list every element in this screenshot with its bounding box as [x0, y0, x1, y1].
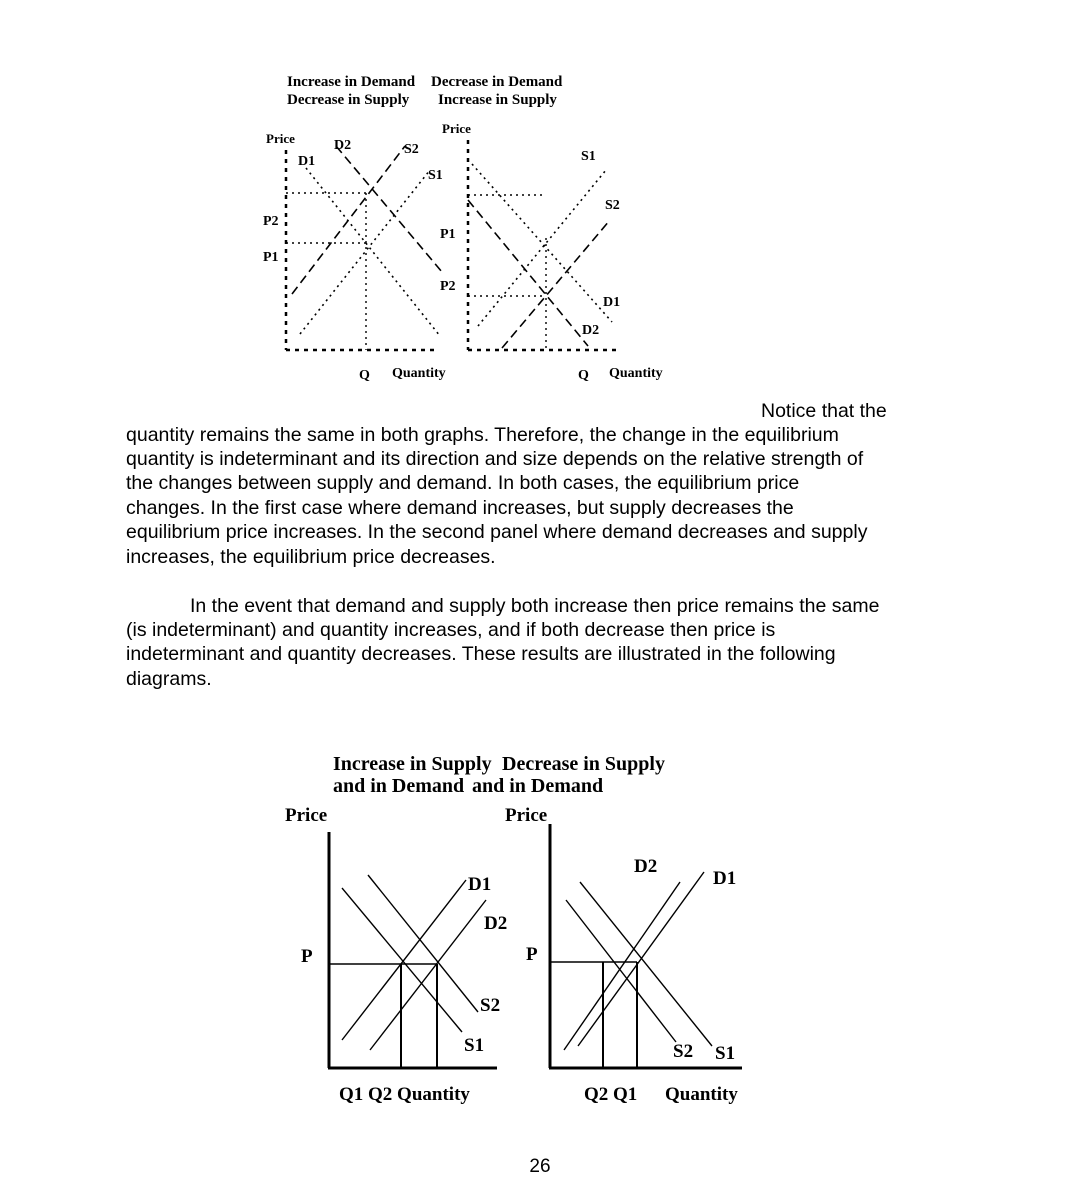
fig1-left-title-line2: Decrease in Supply	[287, 92, 410, 108]
fig1-right-price-label: Price	[442, 121, 471, 136]
paragraph1-line3: quantity is indeterminant and its direction and size depends on the relative strength of	[126, 448, 864, 470]
fig2-right-q-labels: Q2 Q1	[584, 1084, 638, 1105]
fig1-right-p2-label: P2	[440, 279, 456, 294]
paragraph1-line2: quantity remains the same in both graphs. Therefore, the change in the equilibrium	[126, 424, 839, 446]
fig1-left-price-label: Price	[266, 131, 295, 146]
fig1-left-s2-label: S2	[404, 142, 419, 157]
fig1-left-d1-label: D1	[298, 154, 316, 169]
fig2-left-s2-label: S2	[480, 995, 501, 1016]
fig2-left-title-line1: Increase in Supply	[333, 753, 492, 775]
fig1-left-p1-label: P1	[263, 250, 279, 265]
paragraph2-line2: (is indeterminant) and quantity increases, and if both decrease then price is	[126, 619, 776, 641]
fig2-left-d1-label: D1	[468, 874, 492, 895]
paragraph1-line5: changes. In the first case where demand increases, but supply decreases the	[126, 497, 794, 519]
fig1-right-s1-label: S1	[581, 149, 596, 164]
paragraph1-line7: increases, the equilibrium price decreases.	[126, 546, 496, 568]
fig1-left-d2-label: D2	[334, 138, 352, 153]
fig2-left-s2-curve	[370, 900, 486, 1050]
fig1-right-s2-label: S2	[605, 198, 620, 213]
fig2-left-s1-curve	[342, 880, 466, 1040]
page-number: 26	[529, 1156, 551, 1177]
fig1-right-d2-label: D2	[582, 323, 600, 338]
fig2-right-title-line2: and in Demand	[472, 775, 604, 797]
fig2-left-x-labels: Q1 Q2 Quantity	[339, 1084, 470, 1105]
fig1-left-p2-label: P2	[263, 214, 279, 229]
fig1-left-s1-curve	[300, 170, 430, 334]
fig2-right-s2-curve	[566, 900, 676, 1042]
fig2-left-p-label: P	[301, 946, 313, 967]
fig1-right-d1-label: D1	[603, 295, 621, 310]
fig2-left-d2-label: D2	[484, 913, 508, 934]
paragraph2-line3: indeterminant and quantity decreases. These results are illustrated in the following	[126, 643, 836, 665]
fig1-right-d2-curve	[468, 200, 588, 346]
fig2-right-d2-label: D2	[634, 856, 658, 877]
fig1-left-quantity-label: Quantity	[392, 366, 446, 381]
figure-demand-supply-opposite	[0, 0, 1080, 400]
figure-demand-supply-same-direction	[0, 740, 1080, 1120]
fig2-left-title-line2: and in Demand	[333, 775, 465, 797]
fig1-right-title-line2: Increase in Supply	[438, 92, 557, 108]
paragraph1-line1: Notice that the	[761, 400, 887, 422]
fig2-left-s1-label: S1	[464, 1035, 485, 1056]
fig2-right-quantity-label: Quantity	[665, 1084, 738, 1105]
fig1-left-title-line1: Increase in Demand	[287, 74, 416, 90]
fig1-right-quantity-label: Quantity	[609, 366, 663, 381]
fig1-right-q-label: Q	[578, 368, 589, 383]
fig2-right-s1-label: S1	[715, 1043, 736, 1064]
fig2-right-d1-curve	[578, 872, 704, 1046]
paragraph2-line1: In the event that demand and supply both increase then price remains the same	[190, 595, 880, 617]
paragraph1-line4: the changes between supply and demand. In both cases, the equilibrium price	[126, 472, 800, 494]
fig2-right-price-label: Price	[505, 805, 548, 826]
fig1-left-s1-label: S1	[428, 168, 443, 183]
fig2-right-s2-label: S2	[673, 1041, 694, 1062]
fig1-right-title-line1: Decrease in Demand	[431, 74, 563, 90]
fig1-left-q-label: Q	[359, 368, 370, 383]
fig2-left-d2-curve	[368, 875, 478, 1012]
fig1-left-d2-curve	[336, 146, 442, 272]
fig2-right-d1-label: D1	[713, 868, 737, 889]
fig2-right-p-label: P	[526, 944, 538, 965]
fig1-left-d1-curve	[306, 168, 440, 336]
fig2-right-title-line1: Decrease in Supply	[502, 753, 665, 775]
fig2-left-price-label: Price	[285, 805, 328, 826]
fig1-right-p1-label: P1	[440, 227, 456, 242]
fig1-right-d1-curve	[472, 164, 612, 322]
paragraph2-line4: diagrams.	[126, 668, 212, 690]
paragraph1-line6: equilibrium price increases. In the second panel where demand decreases and supply	[126, 521, 868, 543]
fig2-right-s1-curve	[580, 882, 712, 1046]
